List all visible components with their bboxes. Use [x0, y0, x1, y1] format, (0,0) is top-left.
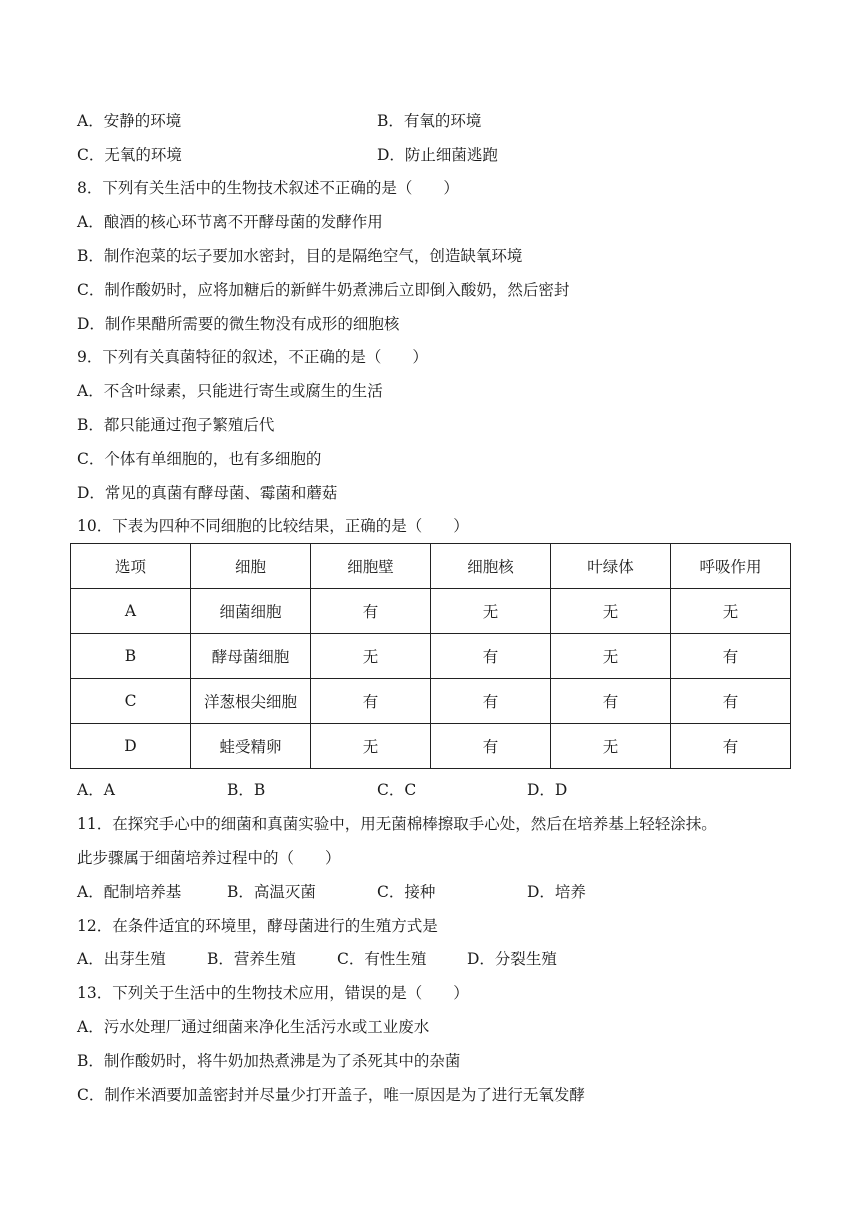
q12-stem: 12．在条件适宜的环境里，酵母菌进行的生殖方式是 [77, 917, 438, 935]
table-header-cell: 呼吸作用 [671, 544, 791, 589]
table-cell: D [71, 724, 191, 769]
table-cell: 洋葱根尖细胞 [191, 679, 311, 724]
q11-stem-line-1: 11．在探究手心中的细菌和真菌实验中，用无菌棉棒擦取手心处，然后在培养基上轻轻涂抹。 [77, 815, 717, 833]
q13-option-c: C．制作米酒要加盖密封并尽量少打开盖子，唯一原因是为了进行无氧发酵 [77, 1086, 585, 1104]
q9-option-c: C．个体有单细胞的，也有多细胞的 [77, 450, 322, 468]
table-cell: 无 [551, 589, 671, 634]
q11-option-c: C．接种 [377, 883, 436, 901]
q8-option-c: C．制作酸奶时，应将加糖后的新鲜牛奶煮沸后立即倒入酸奶，然后密封 [77, 281, 570, 299]
q13-option-b: B．制作酸奶时，将牛奶加热煮沸是为了杀死其中的杂菌 [77, 1052, 461, 1070]
q7-option-d: D．防止细菌逃跑 [377, 146, 498, 164]
q10-option-c: C．C [377, 781, 417, 799]
table-cell: 无 [431, 589, 551, 634]
q10-option-b: B．B [227, 781, 266, 799]
table-header-row [71, 544, 791, 589]
q7-option-a: A．安静的环境 [77, 112, 182, 130]
table-cell: 细菌细胞 [191, 589, 311, 634]
q8-stem: 8．下列有关生活中的生物技术叙述不正确的是（ ） [77, 179, 459, 197]
table-cell: 有 [431, 679, 551, 724]
q11-option-b: B．高温灭菌 [227, 883, 316, 901]
q8-option-b: B．制作泡菜的坛子要加水密封，目的是隔绝空气，创造缺氧环境 [77, 247, 523, 265]
table-cell: 有 [311, 589, 431, 634]
table-cell: 无 [311, 634, 431, 679]
q12-option-b: B．营养生殖 [207, 950, 296, 968]
q9-option-a: A．不含叶绿素，只能进行寄生或腐生的生活 [77, 382, 383, 400]
q9-option-b: B．都只能通过孢子繁殖后代 [77, 416, 275, 434]
table-cell: 无 [551, 634, 671, 679]
table-cell: 有 [431, 634, 551, 679]
table-cell: 无 [671, 589, 791, 634]
q12-option-a: A．出芽生殖 [77, 950, 166, 968]
table-cell: 无 [311, 724, 431, 769]
q9-option-d: D．常见的真菌有酵母菌、霉菌和蘑菇 [77, 484, 338, 502]
table-row [71, 724, 791, 769]
q11-option-a: A．配制培养基 [77, 883, 182, 901]
table-cell: 有 [671, 679, 791, 724]
q12-option-c: C．有性生殖 [337, 950, 427, 968]
q10-option-a: A．A [77, 781, 115, 799]
q12-option-d: D．分裂生殖 [467, 950, 557, 968]
table-header-cell: 选项 [71, 544, 191, 589]
q8-option-d: D．制作果醋所需要的微生物没有成形的细胞核 [77, 315, 400, 333]
table-cell: 有 [671, 724, 791, 769]
table-cell: 有 [431, 724, 551, 769]
table-row [71, 634, 791, 679]
table-cell: B [71, 634, 191, 679]
table-header-cell: 细胞 [191, 544, 311, 589]
table-cell: 有 [311, 679, 431, 724]
table-cell: C [71, 679, 191, 724]
table-cell: 蛙受精卵 [191, 724, 311, 769]
q10-option-d: D．D [527, 781, 568, 799]
table-cell: 有 [671, 634, 791, 679]
table-header-cell: 叶绿体 [551, 544, 671, 589]
q10-stem: 10．下表为四种不同细胞的比较结果，正确的是（ ） [77, 517, 469, 535]
table-header-cell: 细胞核 [431, 544, 551, 589]
q13-option-a: A．污水处理厂通过细菌来净化生活污水或工业废水 [77, 1018, 430, 1036]
table-row [71, 589, 791, 634]
table-row [71, 679, 791, 724]
table-header-cell: 细胞壁 [311, 544, 431, 589]
q11-option-d: D．培养 [527, 883, 586, 901]
table-cell: 酵母菌细胞 [191, 634, 311, 679]
q11-stem-line-2: 此步骤属于细菌培养过程中的（ ） [77, 849, 341, 867]
q9-stem: 9．下列有关真菌特征的叙述，不正确的是（ ） [77, 348, 428, 366]
q7-option-c: C．无氧的环境 [77, 146, 182, 164]
table-cell: A [71, 589, 191, 634]
cell-comparison-table [70, 543, 791, 769]
table-cell: 无 [551, 724, 671, 769]
q13-stem: 13．下列关于生活中的生物技术应用，错误的是（ ） [77, 984, 469, 1002]
q7-option-b: B．有氧的环境 [377, 112, 482, 130]
table-cell: 有 [551, 679, 671, 724]
q8-option-a: A．酿酒的核心环节离不开酵母菌的发酵作用 [77, 213, 383, 231]
